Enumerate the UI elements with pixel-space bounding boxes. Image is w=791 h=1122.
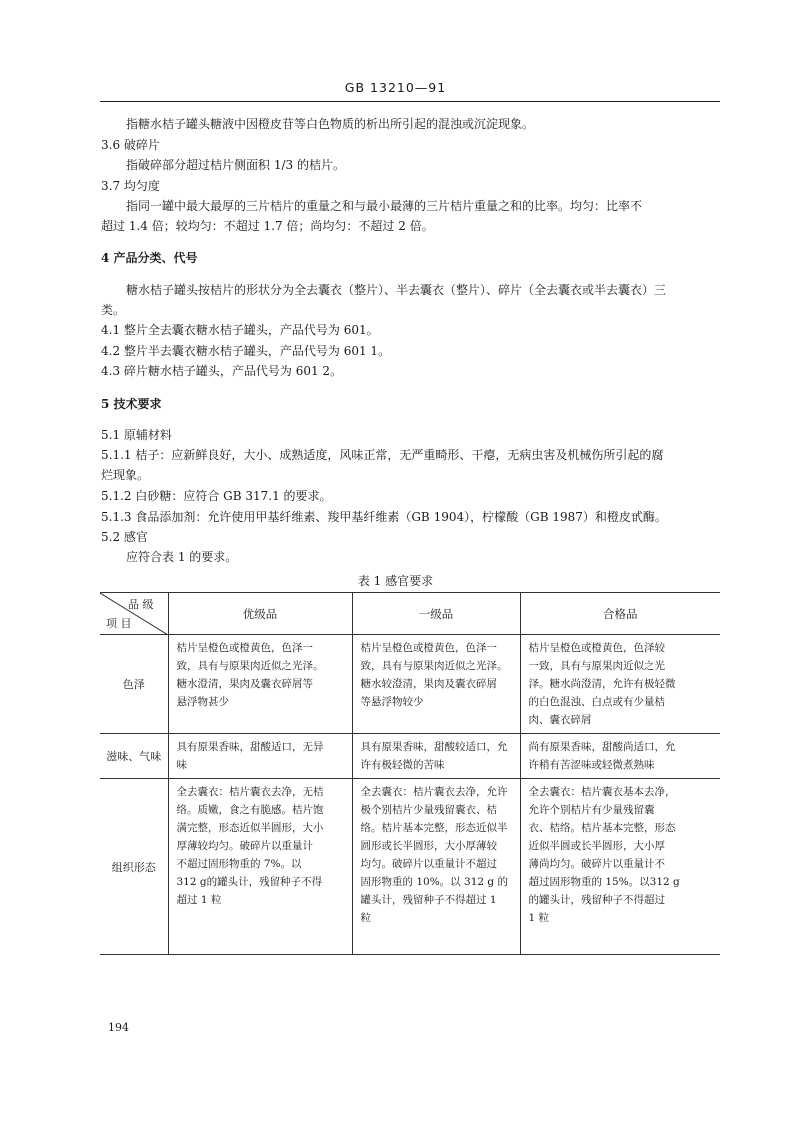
section-4-2: 4.2 整片半去囊衣糖水桔子罐头，产品代号为 601 1。 [101,344,391,358]
cell-line: 圆形或长半圆形，大小厚薄较 [360,840,497,852]
cell-line: 1 粒 [528,912,550,924]
cell-line: 糖水较澄清，果肉及囊衣碎屑 [360,678,497,690]
cell-line: 全去囊衣：桔片囊衣去净，允许 [360,786,508,798]
cell-line: 桔片呈橙色或橙黄色，色泽一 [176,642,313,654]
cell-line: 络。质嫩，食之有脆感。桔片饱 [176,804,324,816]
standard-code-header: GB 13210—91 [344,80,447,95]
cell-line: 衣、桔络。桔片基本完整，形态 [528,822,676,834]
cell-line: 具有原果香味，甜酸适口，无异 [176,741,324,753]
section-3-7-title: 3.7 均匀度 [101,179,160,193]
cell-line: 全去囊衣：桔片囊衣基本去净， [528,786,676,798]
table-row-color [100,635,720,734]
cell-line: 罐头计，残留种子不得超过 1 [360,894,497,906]
section-5-1: 5.1 原辅材料 [101,428,172,442]
header-rule [100,101,720,102]
cell-line: 允许个别桔片有少量残留囊 [528,804,655,816]
cell-line: 不超过固形物重的 7%。以 [176,858,302,870]
page-number: 194 [108,1021,129,1034]
section-4-1: 4.1 整片全去囊衣糖水桔子罐头，产品代号为 601。 [101,323,379,337]
cell-texture-first [352,779,520,955]
cloudy-definition: 指糖水桔子罐头糖液中因橙皮苷等白色物质的析出所引起的混浊或沉淀现象。 [126,117,535,131]
cell-color-qualified [520,635,720,734]
section-4-title: 4 产品分类、代号 [101,251,198,265]
cell-line: 厚薄较均匀。破碎片以重量计 [176,840,313,852]
section-3-6-title: 3.6 破碎片 [101,138,160,152]
cell-line: 粒 [360,912,371,924]
cell-line: 一致，具有与原果肉近似之光 [528,660,665,672]
cell-line: 桔片呈橙色或橙黄色，色泽一 [360,642,497,654]
section-5-2-text: 应符合表 1 的要求。 [126,550,238,564]
cell-line: 超过固形物重的 15%。以312 g [528,876,680,888]
cell-line: 泽。糖水尚澄清，允许有极轻微 [528,678,676,690]
sensory-requirements-table [100,592,720,955]
cell-color-premium [168,635,352,734]
cell-line: 超过 1 粒 [176,894,222,906]
section-5-1-3: 5.1.3 食品添加剂：允许使用甲基纤维素、羧甲基纤维素（GB 1904），柠檬酸（GB 1987）和橙皮甙酶。 [101,510,667,524]
section-4-text-2: 类。 [101,303,126,317]
cell-line: 全去囊衣：桔片囊衣去净，无桔 [176,786,324,798]
header-premium-grade: 优级品 [168,593,352,635]
header-first-grade: 一级品 [352,593,520,635]
cell-line: 固形物重的 10%。以 312 g 的 [360,876,508,888]
cell-line: 悬浮物甚少 [176,696,229,708]
cell-line: 薄尚均匀。破碎片以重量计不 [528,858,665,870]
cell-line: 满完整，形态近似半圆形，大小 [176,822,324,834]
table-title: 表 1 感官要求 [357,574,434,588]
cell-color-first [352,635,520,734]
section-5-1-2: 5.1.2 白砂糖：应符合 GB 317.1 的要求。 [101,489,332,503]
row-label-taste: 滋味、气味 [100,734,168,779]
table-header-row [100,593,720,635]
cell-line: 近似半圆或长半圆形，大小厚 [528,840,665,852]
cell-line: 许稍有苦涩味或轻微煮熟味 [528,759,655,771]
cell-taste-qualified [520,734,720,779]
cell-line: 络。桔片基本完整，形态近似半 [360,822,508,834]
cell-line: 致，具有与原果肉近似之光泽。 [360,660,508,672]
cell-line: 味 [176,759,187,771]
section-5-1-1-a: 5.1.1 桔子：应新鲜良好，大小、成熟适度，风味正常，无严重畸形、干瘪，无病虫害及机械伤所引起的腐 [101,448,664,462]
corner-item-label: 项 目 [106,617,132,630]
cell-line: 的白色混浊、白点或有少量桔 [528,696,665,708]
corner-grade-label: 品 级 [128,598,154,611]
cell-line: 尚有原果香味，甜酸尚适口，允 [528,741,676,753]
section-3-6-text: 指破碎部分超过桔片侧面积 1/3 的桔片。 [126,158,345,172]
cell-taste-premium [168,734,352,779]
section-5-title: 5 技术要求 [101,397,162,411]
cell-line: 桔片呈橙色或橙黄色，色泽较 [528,642,665,654]
cell-taste-first [352,734,520,779]
cell-texture-qualified [520,779,720,955]
cell-line: 许有极轻微的苦味 [360,759,445,771]
section-4-text-1: 糖水桔子罐头按桔片的形状分为全去囊衣（整片）、半去囊衣（整片）、碎片（全去囊衣或半去囊衣）三 [126,283,667,297]
section-3-7-text-1: 指同一罐中最大最厚的三片桔片的重量之和与最小最薄的三片桔片重量之和的比率。均匀：比率不 [126,199,643,213]
section-3-7-text-2: 超过 1.4 倍；较均匀：不超过 1.7 倍；尚均匀：不超过 2 倍。 [101,219,434,233]
row-label-texture: 组织形态 [100,779,168,955]
section-5-2: 5.2 感官 [101,530,148,544]
cell-line: 具有原果香味，甜酸较适口，允 [360,741,508,753]
header-qualified-grade: 合格品 [520,593,720,635]
cell-line: 极个别桔片少量残留囊衣、桔 [360,804,497,816]
cell-line: 致，具有与原果肉近似之光泽。 [176,660,324,672]
table-row-taste [100,734,720,779]
table-row-texture [100,779,720,955]
table-corner-cell [100,593,168,635]
cell-line: 均匀。破碎片以重量计不超过 [360,858,497,870]
cell-line: 的罐头计，残留种子不得超过 [528,894,665,906]
cell-line: 肉、囊衣碎屑 [528,714,592,726]
cell-line: 糖水澄清，果肉及囊衣碎屑等 [176,678,313,690]
cell-line: 等悬浮物较少 [360,696,424,708]
cell-line: 312 g的罐头计，残留种子不得 [176,876,323,888]
section-5-1-1-b: 烂现象。 [101,468,150,482]
row-label-color: 色泽 [100,635,168,734]
section-4-3: 4.3 碎片糖水桔子罐头，产品代号为 601 2。 [101,364,343,378]
cell-texture-premium [168,779,352,955]
